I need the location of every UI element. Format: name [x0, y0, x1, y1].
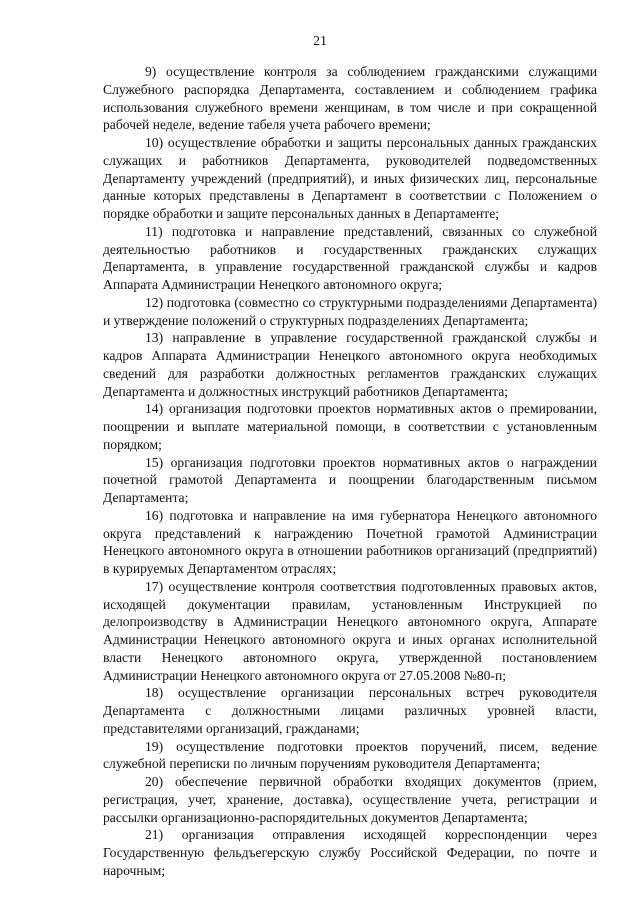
document-body	[103, 63, 597, 880]
list-item-10: 10) осуществление обработки и защиты персональных данных гражданских служащих и работников Департамента, руководителей подведомственных Департаменту учреждений (предприятий), и иных физических лиц, персональные данные которых представлены в Департамент в соответствии с Положением о порядке обработки и защите персональных данных в Департаменте;	[103, 135, 597, 221]
list-item-12: 12) подготовка (совместно со структурными подразделениями Департамента) и утверждение положений о структурных подразделениях Департамента;	[103, 294, 597, 328]
list-item-9: 9) осуществление контроля за соблюдением гражданскими служащими Служебного распорядка Департамента, составлением и соблюдением графика использования служебного времени женщинам, в том числе и при сокращенной рабочей неделе, ведение табеля учета рабочего времени;	[103, 64, 597, 133]
list-item-20: 20) обеспечение первичной обработки входящих документов (прием, регистрация, учет, хранение, доставка), осуществление учета, регистрации и рассылки организационно-распорядительных документов Департамента;	[103, 774, 597, 825]
list-item-11: 11) подготовка и направление представлений, связанных со служебной деятельностью работников и государственных гражданских служащих Департамента, в управление государственной гражданской службы и кадров Аппарата Администрации Ненецкого автономного округа;	[103, 223, 597, 292]
list-item-21: 21) организация отправления исходящей корреспонденции через Государственную фельдъегерскую службу Российской Федерации, по почте и нарочным;	[103, 827, 597, 878]
list-item-13: 13) направление в управление государственной гражданской службы и кадров Аппарата Администрации Ненецкого автономного округа необходимых сведений для разработки должностных регламентов гражданских служащих Департамента и должностных инструкций работников Департамента;	[103, 330, 597, 399]
page-number: 21	[313, 34, 327, 49]
list-item-19: 19) осуществление подготовки проектов поручений, писем, ведение служебной переписки по личным поручениям руководителя Департамента;	[103, 738, 597, 772]
list-item-16: 16) подготовка и направление на имя губернатора Ненецкого автономного округа представлений к награждению Почетной грамотой Администрации Ненецкого автономного округа в отношении работников организаций (предприятий) в курируемых Департаментом отраслях;	[103, 507, 597, 576]
list-item-17: 17) осуществление контроля соответствия подготовленных правовых актов, исходящей документации правилам, установленным Инструкцией по делопроизводству в Администрации Ненецкого автономного округа, Аппарате Администрации Ненецкого автономного округа и иных органах исполнительной власти Ненецкого автономного округа, утвержденной постановлением Администрации Ненецкого автономного округа от 27.05.2008 №80-п;	[103, 578, 597, 683]
list-item-14: 14) организация подготовки проектов нормативных актов о премировании, поощрении и выплате материальной помощи, в соответствии с установленным порядком;	[103, 401, 597, 452]
list-item-18: 18) осуществление организации персональных встреч руководителя Департамента с должностными лицами различных уровней власти, представителями организаций, гражданами;	[103, 685, 597, 736]
list-item-15: 15) организация подготовки проектов нормативных актов о награждении почетной грамотой Департамента и поощрении благодарственным письмом Департамента;	[103, 454, 597, 505]
